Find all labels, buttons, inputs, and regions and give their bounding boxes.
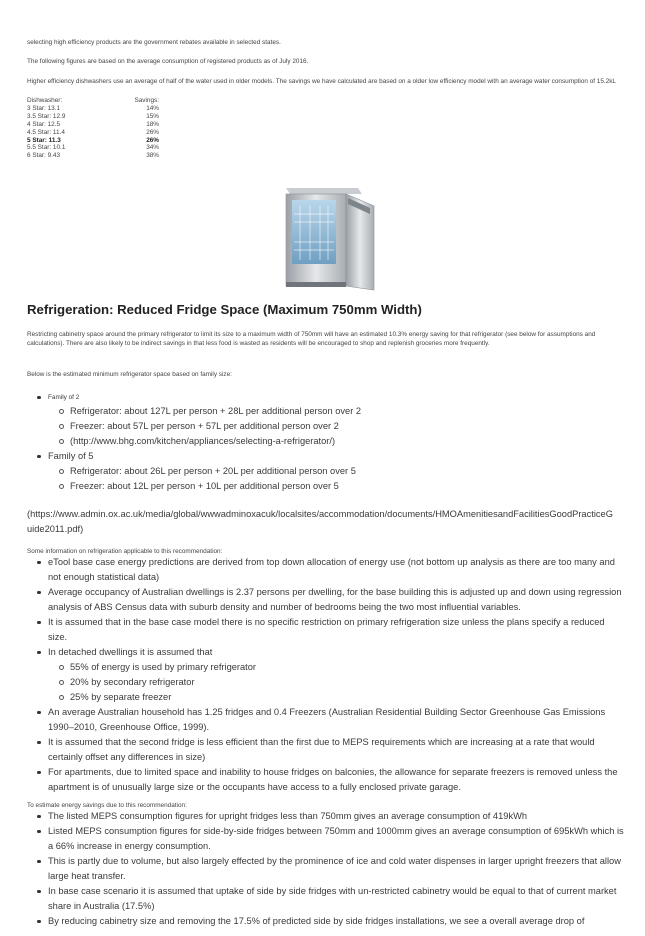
- family-size-intro: Below is the estimated minimum refrigerator space based on family size:: [27, 371, 232, 378]
- estimate-intro: To estimate energy savings due to this recommendation:: [27, 802, 187, 809]
- list-item: An average Australian household has 1.25 fridges and 0.4 Freezers (Australian Residential Building Sector Greenhouse Gas Emissions 1990–2010, Greenhouse Office, 1999).: [27, 705, 627, 735]
- dishwasher-image: [266, 184, 384, 292]
- restrict-paragraph: Restricting cabinetry space around the primary refrigerator to limit its size to a maximum width of 750mm will have an estimated 10.3% energy saving for that refrigerator (see below for assumptions and calculations). There are also likely to be indirect savings in that less food is wasted as residents will be encouraged to shop and replenish groceries more frequently.: [27, 331, 596, 347]
- list-item: eTool base case energy predictions are derived from top down allocation of energy use (not bottom up analysis as there are too many and not enough statistical data): [27, 555, 627, 585]
- list-item: The listed MEPS consumption figures for upright fridges less than 750mm gives an average consumption of 419kWh: [27, 809, 627, 824]
- figures-note: The following figures are based on the average consumption of registered products as of July 2016.: [27, 58, 309, 65]
- family-size-list: [27, 391, 361, 494]
- section-heading: Refrigeration: Reduced Fridge Space (Maximum 750mm Width): [27, 302, 422, 317]
- source-link: (https://www.admin.ox.ac.uk/media/global/wwwadminoxacuk/localsites/accommodation/documents/HMOAmenitiesandFacilitiesGoodPracticeGuide2011.pdf): [27, 509, 613, 534]
- row-label: 6 Star: 9.43: [27, 152, 61, 160]
- list-item: By reducing cabinetry size and removing the 17.5% of predicted side by side fridges installations, we see a overall average drop of: [27, 914, 627, 929]
- list-item: Refrigerator: about 127L per person + 28L per additional person over 2: [27, 404, 361, 419]
- intro-text: selecting high efficiency products are the government rebates available in selected states.: [27, 39, 281, 46]
- list-item: In base case scenario it is assumed that uptake of side by side fridges with un-restricted cabinetry would be equal to that of current market share in Australia (17.5%): [27, 884, 627, 914]
- list-item: 25% by separate freezer: [27, 690, 627, 705]
- list-item: Listed MEPS consumption figures for side-by-side fridges between 750mm and 1000mm gives an average consumption of 695kWh which is a 66% increase in energy consumption.: [27, 824, 627, 854]
- list-item: It is assumed that the second fridge is less efficient than the first due to MEPS requirements which are increasing at a rate that would certainly offset any differences in size): [27, 735, 627, 765]
- table-row: [27, 121, 159, 129]
- row-value: 34%: [146, 144, 159, 152]
- table-row: [27, 144, 159, 152]
- refrigeration-info-intro: Some information on refrigeration applicable to this recommendation:: [27, 548, 223, 555]
- estimate-list: [27, 809, 627, 929]
- header-dishwasher: Dishwasher:: [27, 97, 63, 104]
- row-value: 26%: [146, 128, 159, 136]
- header-savings: Savings:: [134, 97, 159, 104]
- list-item: Average occupancy of Australian dwellings is 2.37 persons per dwelling, for the base building this is adjusted up and down using regression analysis of ABS Census data with suburb density and number of bedrooms being the two most influential variables.: [27, 585, 627, 615]
- list-item: For apartments, due to limited space and inability to house fridges on balconies, the allowance for separate freezers is removed unless the apartment is of unusually large size or the occupants have access to a fully enclosed private garage.: [27, 765, 627, 795]
- row-label: 4 Star: 12.5: [27, 120, 61, 128]
- list-item: Refrigerator: about 26L per person + 20L per additional person over 5: [27, 464, 361, 479]
- table-row: [27, 129, 159, 137]
- row-label: 4.5 Star: 11.4: [27, 128, 65, 136]
- list-item: It is assumed that in the base case model there is no specific restriction on primary refrigeration size unless the plans specify a reduced size.: [27, 615, 627, 645]
- table-row: [27, 113, 159, 121]
- row-value: 18%: [146, 120, 159, 128]
- row-value: 26%: [146, 136, 159, 144]
- row-value: 14%: [146, 104, 159, 112]
- row-label: 3 Star: 13.1: [27, 104, 61, 112]
- row-label: 5 Star: 11.3: [27, 136, 61, 144]
- row-value: 15%: [146, 112, 159, 120]
- row-label: 3.5 Star: 12.9: [27, 112, 66, 120]
- refrigeration-info-list: [27, 555, 627, 795]
- list-item: 20% by secondary refrigerator: [27, 675, 627, 690]
- list-item: Freezer: about 57L per person + 57L per additional person over 2: [27, 419, 361, 434]
- table-row-highlighted: [27, 137, 159, 145]
- table-row: [27, 105, 159, 113]
- table-row: [27, 152, 159, 160]
- row-value: 38%: [146, 152, 159, 160]
- family-label: Family of 5: [48, 451, 94, 461]
- list-item: (http://www.bhg.com/kitchen/appliances/selecting-a-refrigerator/): [27, 434, 361, 449]
- list-item: 55% of energy is used by primary refrigerator: [27, 660, 627, 675]
- list-item: [27, 391, 361, 404]
- list-item: [27, 449, 361, 464]
- row-label: 5.5 Star: 10.1: [27, 144, 66, 152]
- list-item: Freezer: about 12L per person + 10L per additional person over 5: [27, 479, 361, 494]
- list-item: This is partly due to volume, but also largely effected by the prominence of ice and cold water dispenses in larger upright freezers that allow large heat transfer.: [27, 854, 627, 884]
- list-item: In detached dwellings it is assumed that: [27, 645, 627, 660]
- family-label: Family of 2: [48, 394, 80, 401]
- dishwasher-savings-table: [27, 97, 159, 160]
- water-efficiency-paragraph: Higher efficiency dishwashers use an average of half of the water used in older models. The savings we have calculated are based on a older low efficiency model with an average water consumption of 15.2kL: [27, 78, 616, 85]
- table-header: [27, 97, 159, 105]
